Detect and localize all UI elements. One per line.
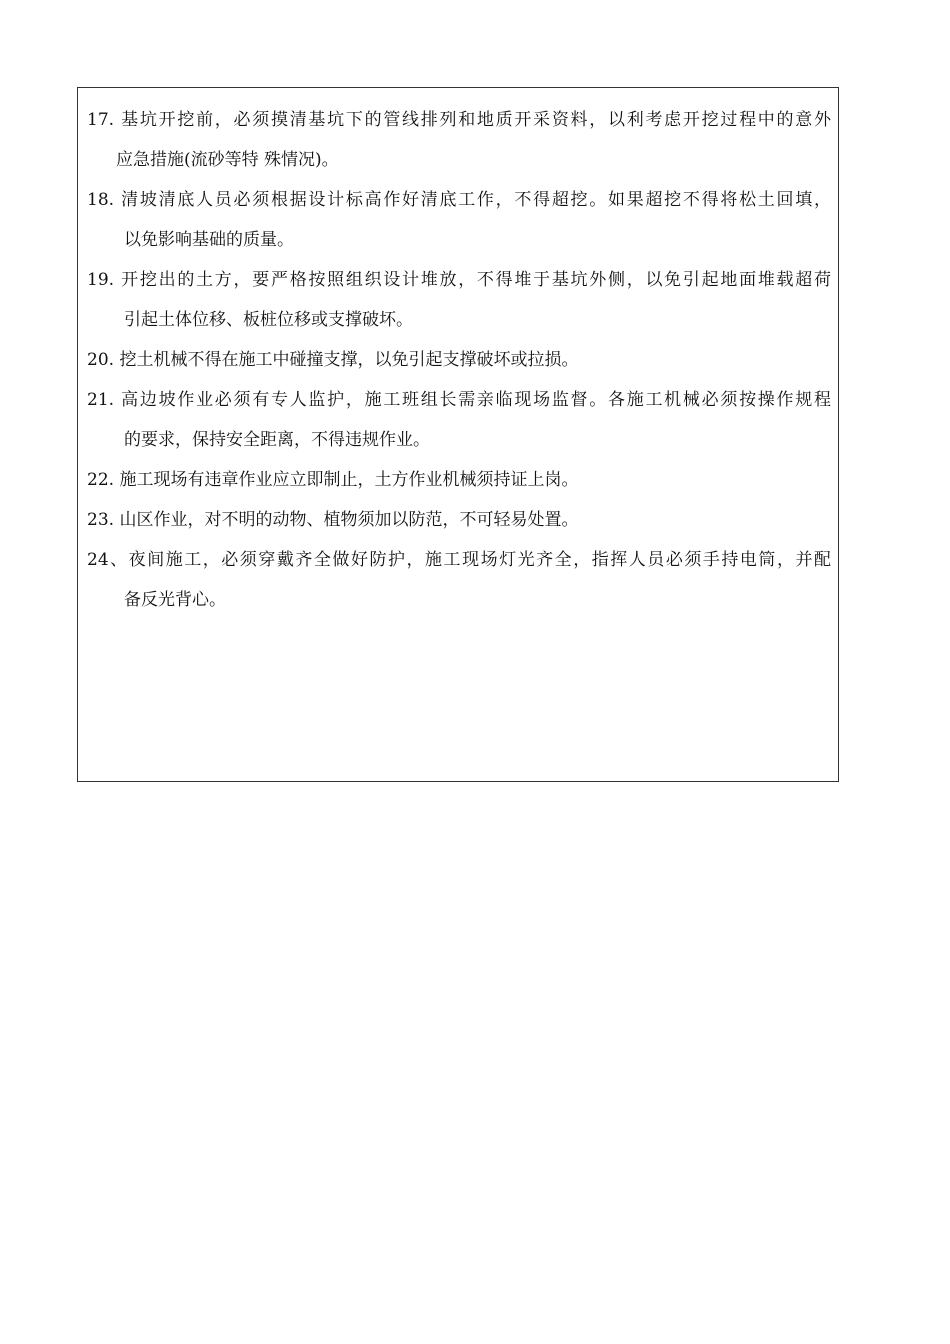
list-item-22 (87, 460, 831, 500)
list-item-21 (87, 380, 831, 460)
item-text-continuation: 的要求，保持安全距离，不得违规作业。 (124, 430, 430, 450)
item-text-continuation: 应急措施(流砂等特 殊情况)。 (116, 150, 339, 170)
safety-rules-list (87, 100, 831, 620)
item-text-line: 21. 高边坡作业必须有专人监护，施工班组长需亲临现场监督。各施工机械必须按操作规程 (87, 390, 831, 410)
item-text-line: 23. 山区作业，对不明的动物、植物须加以防范，不可轻易处置。 (87, 510, 579, 530)
list-item-20 (87, 340, 831, 380)
item-text-line: 24、夜间施工，必须穿戴齐全做好防护，施工现场灯光齐全，指挥人员必须手持电筒，并配 (87, 550, 831, 570)
item-text-line: 19. 开挖出的土方，要严格按照组织设计堆放，不得堆于基坑外侧，以免引起地面堆载超荷 (87, 270, 831, 290)
list-item-19 (87, 260, 831, 340)
item-text-continuation: 以免影响基础的质量。 (124, 230, 294, 250)
item-text-continuation: 引起土体位移、板桩位移或支撑破坏。 (124, 310, 413, 330)
list-item-23 (87, 500, 831, 540)
list-item-17 (87, 100, 831, 180)
item-text-line: 22. 施工现场有违章作业应立即制止，土方作业机械须持证上岗。 (87, 470, 579, 490)
list-item-18 (87, 180, 831, 260)
content-box (77, 87, 839, 782)
list-item-24 (87, 540, 831, 620)
item-text-continuation: 备反光背心。 (124, 590, 226, 610)
item-text-line: 18. 清坡清底人员必须根据设计标高作好清底工作，不得超挖。如果超挖不得将松土回填， (87, 190, 831, 210)
item-text-line: 20. 挖土机械不得在施工中碰撞支撑，以免引起支撑破坏或拉损。 (87, 350, 579, 370)
item-text-line: 17. 基坑开挖前，必须摸清基坑下的管线排列和地质开采资料，以利考虑开挖过程中的意外 (87, 110, 831, 130)
